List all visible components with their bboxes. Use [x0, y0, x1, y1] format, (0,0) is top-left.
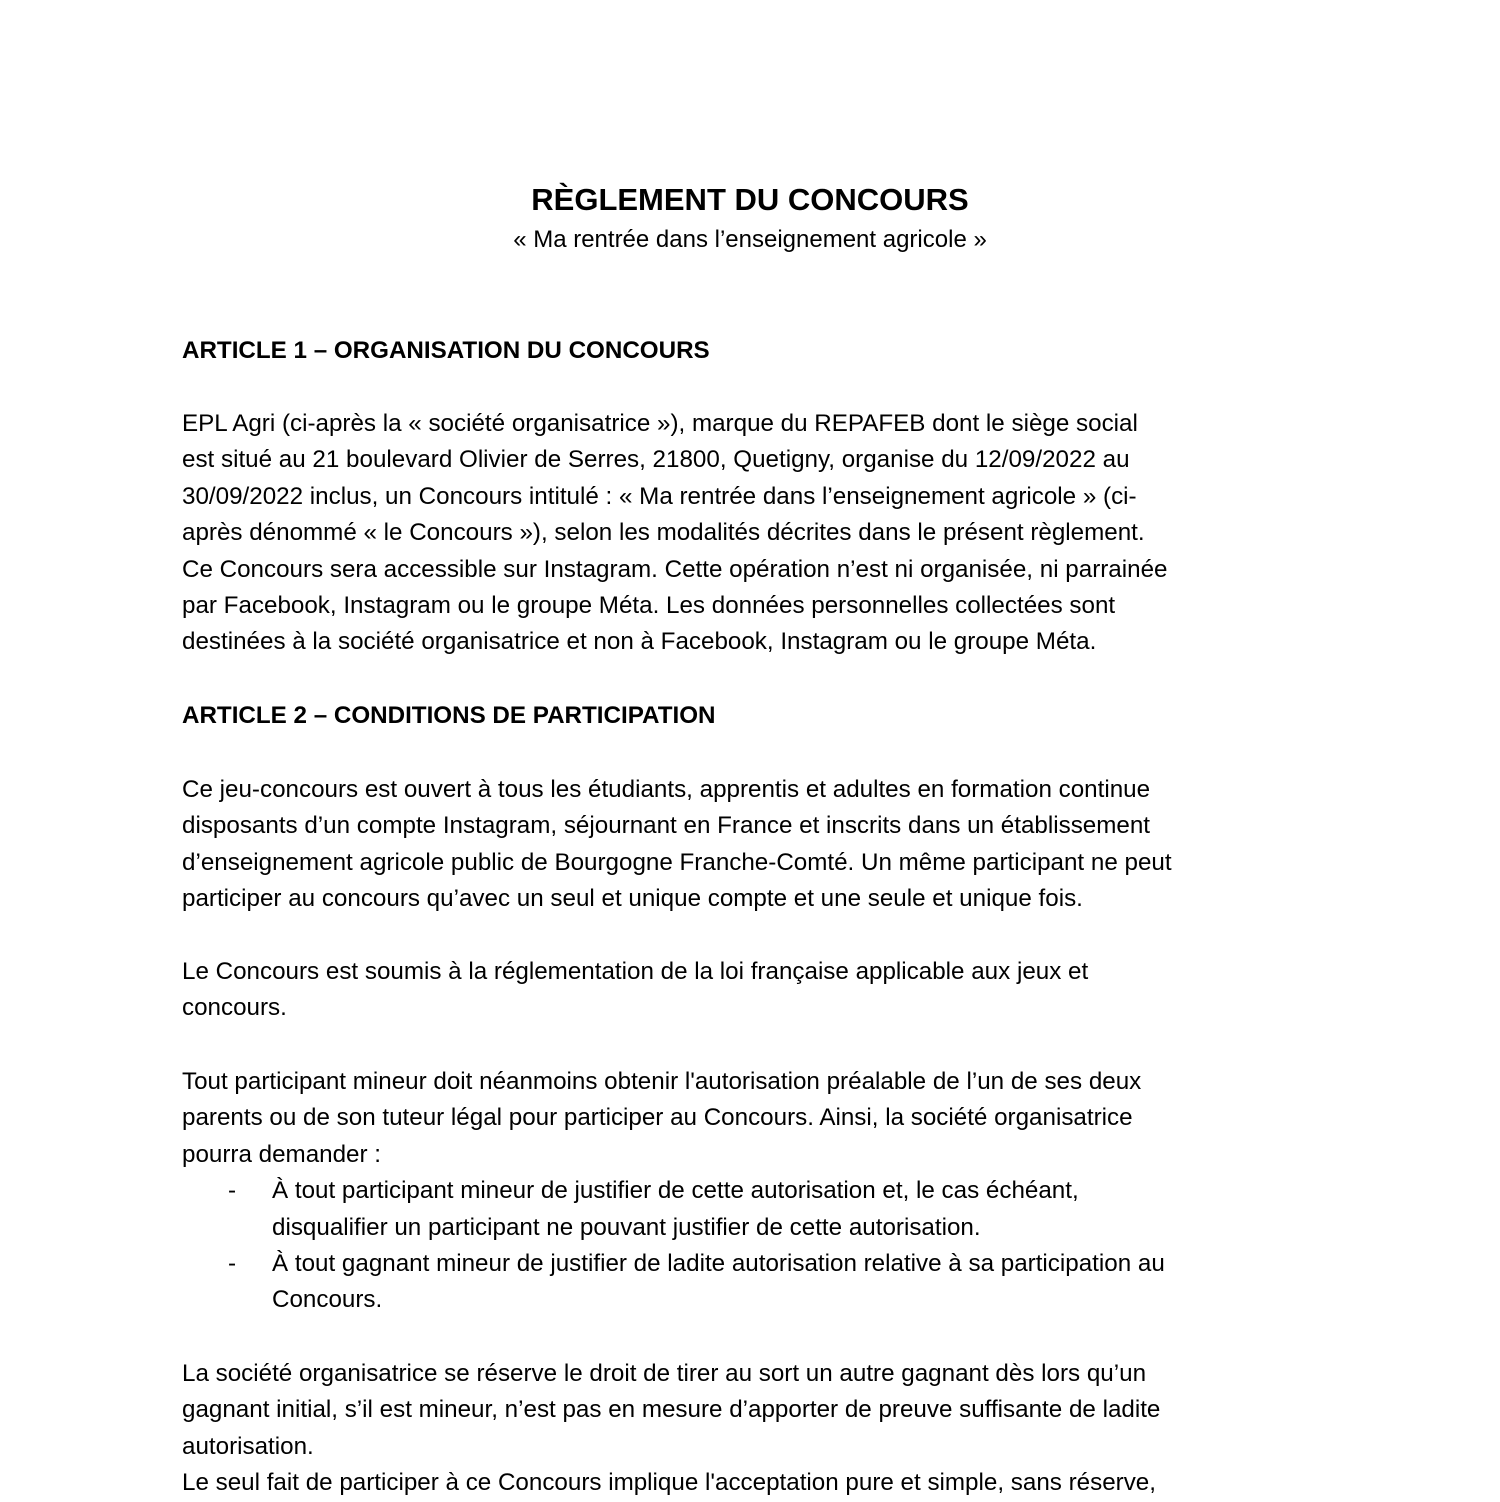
- text-line: gagnant initial, s’il est mineur, n’est pas en mesure d’apporter de preuve suffisante de ladite: [182, 1396, 1161, 1424]
- text-line: À tout gagnant mineur de justifier de ladite autorisation relative à sa participation au: [272, 1250, 1165, 1278]
- text-line: autorisation.: [182, 1432, 314, 1460]
- article-2-paragraph-redraw: [182, 1356, 1342, 1502]
- dash-bullet-icon: -: [228, 1250, 237, 1278]
- text-line: participer au concours qu’avec un seul et unique compte et une seule et unique fois.: [182, 885, 1083, 913]
- article-2-paragraph-law: [182, 954, 1342, 1027]
- text-line: EPL Agri (ci-après la « société organisatrice »), marque du REPAFEB dont le siège social: [182, 410, 1138, 437]
- article-2-paragraph-eligibility: [182, 772, 1342, 918]
- text-line: après dénommé « le Concours »), selon les modalités décrites dans le présent règlement.: [182, 519, 1145, 547]
- text-line: pourra demander :: [182, 1140, 381, 1168]
- bullet-item: [182, 1173, 1342, 1246]
- article-2-heading: ARTICLE 2 – CONDITIONS DE PARTICIPATION: [182, 702, 716, 729]
- document-subtitle: « Ma rentrée dans l’enseignement agricole »: [513, 226, 987, 253]
- article-1-paragraph: [182, 406, 1342, 661]
- bullet-item: [182, 1246, 1342, 1319]
- text-line: Le seul fait de participer à ce Concours implique l'acceptation pure et simple, sans réserve,: [182, 1469, 1156, 1497]
- text-line: Tout participant mineur doit néanmoins obtenir l'autorisation préalable de l’un de ses deux: [182, 1068, 1142, 1095]
- text-line: concours.: [182, 994, 287, 1022]
- text-line: parents ou de son tuteur légal pour participer au Concours. Ainsi, la société organisatrice: [182, 1104, 1133, 1132]
- text-line: par Facebook, Instagram ou le groupe Méta. Les données personnelles collectées sont: [182, 592, 1116, 620]
- dash-bullet-icon: -: [228, 1177, 237, 1205]
- text-line: Concours.: [272, 1286, 383, 1314]
- text-line: d’enseignement agricole public de Bourgogne Franche-Comté. Un même participant ne peut: [182, 848, 1172, 876]
- document-title: RÈGLEMENT DU CONCOURS: [531, 182, 969, 217]
- text-line: Le Concours est soumis à la réglementation de la loi française applicable aux jeux et: [182, 958, 1089, 985]
- text-line: Ce Concours sera accessible sur Instagram. Cette opération n’est ni organisée, ni parrainée: [182, 555, 1168, 583]
- text-line: La société organisatrice se réserve le droit de tirer au sort un autre gagnant dès lors qu’un: [182, 1360, 1147, 1387]
- text-line: Ce jeu-concours est ouvert à tous les étudiants, apprentis et adultes en formation continue: [182, 776, 1151, 803]
- text-line: À tout participant mineur de justifier de cette autorisation et, le cas échéant,: [272, 1177, 1079, 1205]
- text-line: destinées à la société organisatrice et non à Facebook, Instagram ou le groupe Méta.: [182, 628, 1097, 656]
- text-line: est situé au 21 boulevard Olivier de Serres, 21800, Quetigny, organise du 12/09/2022 au: [182, 446, 1130, 474]
- text-line: disposants d’un compte Instagram, séjournant en France et inscrits dans un établissement: [182, 812, 1151, 840]
- article-1-heading: ARTICLE 1 – ORGANISATION DU CONCOURS: [182, 337, 710, 364]
- article-2-paragraph-minors: [182, 1064, 1342, 1319]
- text-line: disqualifier un participant ne pouvant justifier de cette autorisation.: [272, 1213, 981, 1241]
- text-line: 30/09/2022 inclus, un Concours intitulé : « Ma rentrée dans l’enseignement agricole » (ci-: [182, 482, 1137, 510]
